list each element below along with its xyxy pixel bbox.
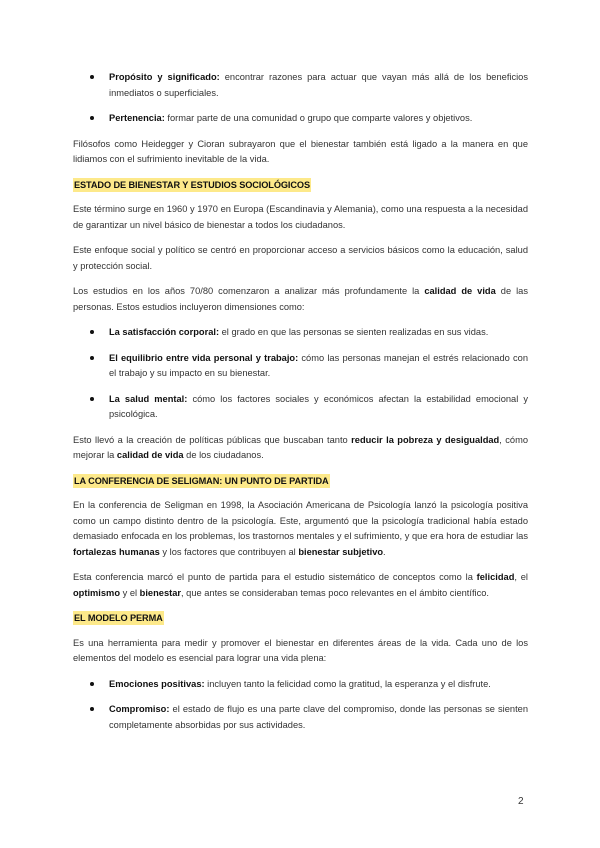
bullet-positive-emotions: Emociones positivas: incluyen tanto la felicidad como la gratitud, la esperanza y el disfrute. — [73, 677, 528, 693]
bullet-body-satisfaction: La satisfacción corporal: el grado en que las personas se sienten realizadas en sus vidas. — [73, 325, 528, 341]
bullet-dot — [90, 330, 94, 334]
heading-row — [73, 474, 528, 490]
bullet-purpose: Propósito y significado: encontrar razones para actuar que vayan más allá de los beneficios inmediatos o superficiales. — [73, 70, 528, 101]
bullet-mental-health: La salud mental: cómo los factores sociales y económicos afectan la estabilidad emocional y psicológica. — [73, 392, 528, 423]
bullet-dot — [90, 397, 94, 401]
bullet-dot — [90, 356, 94, 360]
heading-row — [73, 178, 528, 194]
paragraph-focus: Este enfoque social y político se centró en proporcionar acceso a servicios básicos como la educación, salud y protección social. — [73, 245, 528, 271]
bullet-dot — [90, 707, 94, 711]
paragraph-policies: Esto llevó a la creación de políticas públicas que buscaban tanto reducir la pobreza y desigualdad, cómo mejorar la calidad de vida de los ciudadanos. — [73, 434, 528, 460]
paragraph-conference: Esta conferencia marcó el punto de partida para el estudio sistemático de conceptos como la felicidad, el optimismo y el bienestar, que antes se consideraban temas poco relevantes en el ámbito científico. — [73, 572, 528, 598]
bullet-dot — [90, 682, 94, 686]
paragraph-perma: Es una herramienta para medir y promover el bienestar en diferentes áreas de la vida. Cada uno de los elementos del modelo es esencial para lograr una vida plena: — [73, 637, 528, 663]
bullet-belonging: Pertenencia: formar parte de una comunidad o grupo que comparte valores y objetivos. — [73, 111, 528, 127]
page-number: 2 — [518, 796, 524, 807]
bullet-engagement: Compromiso: el estado de flujo es una parte clave del compromiso, donde las personas se sienten completamente absorbidas por sus actividades. — [73, 702, 528, 733]
section-heading-perma: EL MODELO PERMA — [74, 613, 163, 623]
paragraph-seligman: En la conferencia de Seligman en 1998, la Asociación Americana de Psicología lanzó la psicología positiva como un campo distinto dentro de la psicología. Este, argumentó que la psicología tradicional había estado demasiado enfocada en los problemas, los trastornos mentales y el sufrimiento, y que era hora de estudiar las fortalezas humanas y los factores que contribuyen al bienestar subjetivo. — [73, 500, 528, 557]
paragraph-term: Este término surge en 1960 y 1970 en Europa (Escandinavia y Alemania), como una respuesta a la necesidad de garantizar un nivel básico de bienestar a todos los ciudadanos. — [73, 204, 528, 230]
paragraph-philosophers: Filósofos como Heidegger y Cioran subrayaron que el bienestar también está ligado a la manera en que lidiamos con el sufrimiento inevitable de la vida. — [73, 138, 528, 164]
heading-row — [73, 611, 528, 627]
bullet-dot — [90, 116, 94, 120]
section-heading-welfare-state: ESTADO DE BIENESTAR Y ESTUDIOS SOCIOLÓGICOS — [74, 179, 310, 190]
bullet-work-life-balance: El equilibrio entre vida personal y trabajo: cómo las personas manejan el estrés relacionado con el trabajo y su impacto en su bienestar. — [73, 351, 528, 382]
bullet-dot — [90, 75, 94, 79]
paragraph-studies: Los estudios en los años 70/80 comenzaron a analizar más profundamente la calidad de vida de las personas. Estos estudios incluyeron dimensiones como: — [73, 286, 528, 312]
page-content — [73, 70, 528, 743]
section-heading-seligman: LA CONFERENCIA DE SELIGMAN: UN PUNTO DE PARTIDA — [74, 475, 329, 486]
